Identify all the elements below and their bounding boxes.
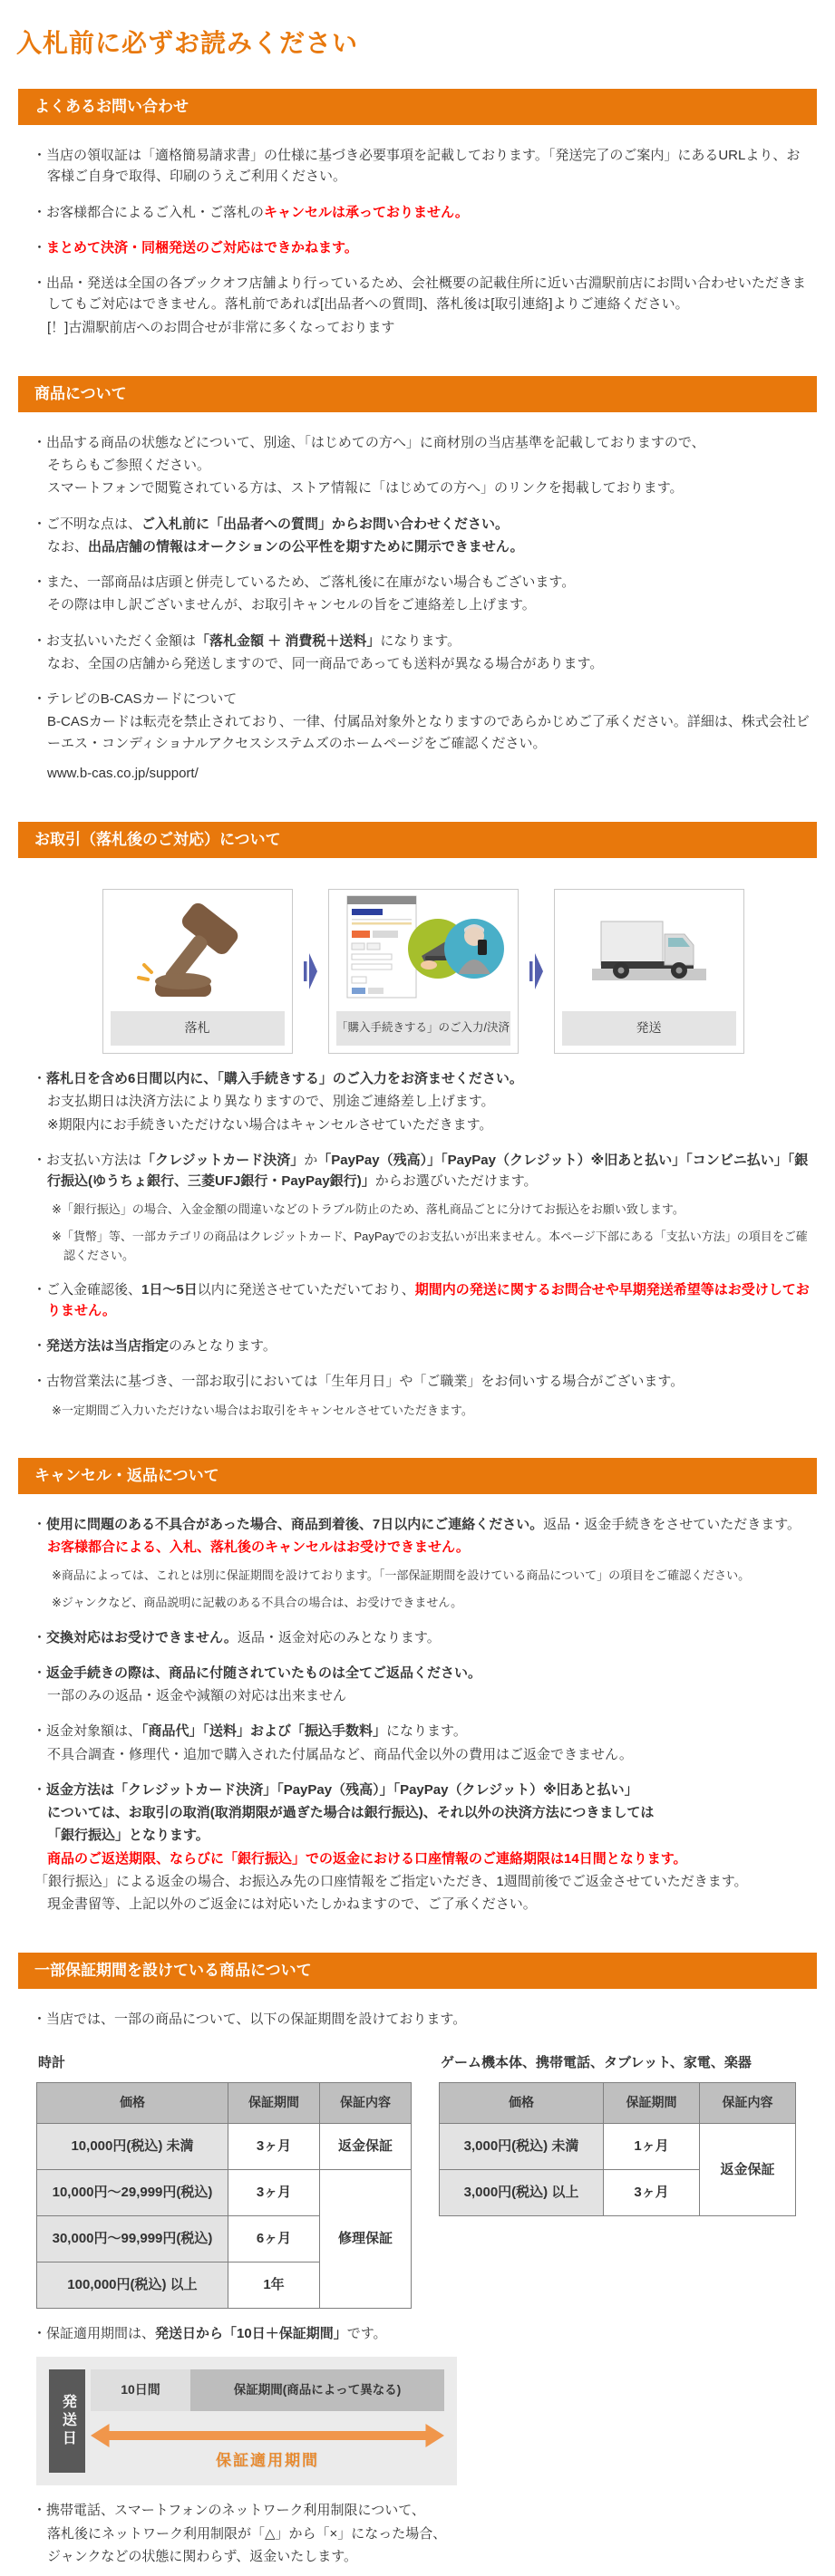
table-row: 10,000円～29,999円(税込) 3ヶ月 修理保証 [37, 2169, 412, 2215]
text-line: ・ 出品する商品の状態などについて、別途、「はじめての方へ」に商材別の当店基準を記載しておりますので、 [33, 432, 813, 453]
note-line: ※ジャンクなど、商品説明に記載のある不具合の場合は、お受けできません。 [52, 1596, 463, 1610]
section-header-transaction: お取引（落札後のご対応）について [18, 822, 817, 858]
game-table-label: ゲーム機本体、携帯電話、タブレット、家電、楽器 [441, 2054, 752, 2070]
section-warranty [0, 1989, 835, 2576]
bcas-url-text: www.b-cas.co.jp/support/ [47, 765, 199, 781]
text-line: ・ 使用に問題のある不具合があった場合、商品到着後、7日以内にご連絡ください。返品・返金手続きをさせていただきます。 [33, 1514, 813, 1535]
flow-arrow-icon [304, 951, 317, 991]
applied-period-label: 保証適用期間 [216, 2452, 319, 2470]
flow-card-bid [102, 889, 293, 1054]
section-header-faq: よくあるお問い合わせ [18, 89, 817, 125]
text-line: ・ 返金対象額は、「商品代」「送料」および「振込手数料」になります。 [33, 1721, 813, 1741]
section-header-products: 商品について [18, 376, 817, 412]
text-line: ・ ご不明な点は、ご入札前に「出品者への質問」からお問い合わせください。 [33, 514, 813, 535]
col-header-price: 価格 [440, 2082, 604, 2123]
text-line: 現金書留等、上記以外のご返金には対応いたしかねますので、ご了承ください。 [47, 1896, 537, 1913]
col-header-period: 保証期間 [228, 2082, 320, 2123]
text-line: 一部のみの返品・返金や減額の対応は出来ません [47, 1688, 347, 1704]
text-line: ・ まとめて決済・同梱発送のご対応はできかねます。 [33, 237, 813, 258]
game-warranty-table [439, 2082, 796, 2216]
text-line: ※期限内にお手続きいただけない場合はキャンセルさせていただきます。 [47, 1116, 493, 1133]
flow-card-checkout [328, 889, 519, 1054]
text-line: ジャンクなどの状態に関わらず、返金いたします。 [47, 2548, 358, 2564]
truck-icon [555, 890, 743, 1011]
text-line: その際は申し訳ございませんが、お取引キャンセルの旨をご連絡差し上げます。 [47, 597, 536, 613]
text-line: ・ 保証適用期間は、発送日から「10日＋保証期間」です。 [33, 2323, 813, 2344]
text-line: ・ 交換対応はお受けできません。返品・返金対応のみとなります。 [33, 1627, 813, 1648]
text-line: スマートフォンで閲覧されている方は、ストア情報に「はじめての方へ」のリンクを掲載しております。 [47, 480, 684, 497]
table-row: 30,000円～99,999円(税込) 6ヶ月 [37, 2215, 412, 2262]
watch-table-label: 時計 [38, 2054, 66, 2070]
watch-warranty-table [36, 2082, 412, 2309]
text-line: 「銀行振込」による返金の場合、お振込み先の口座情報をご指定いただき、1週間前後でご返金させていただきます。 [34, 1873, 748, 1889]
warranty-tables [36, 2047, 813, 2309]
checkout-illustration-icon [329, 890, 518, 1011]
flow-arrow-icon [529, 951, 543, 991]
text-line: なお、出品店舗の情報はオークションの公平性を期すために開示できません。 [47, 538, 524, 555]
col-header-price: 価格 [37, 2082, 228, 2123]
text-line: お支払期日は決済方法により異なりますので、別途ご連絡差し上げます。 [47, 1094, 495, 1110]
text-line: B-CASカードは転売を禁止されており、一律、付属品対象外となりますのであらかじめご了承ください。詳細は、株式会社ビーエス・コンディショナルアクセスシステムズのホームページをご確認ください。 [47, 714, 810, 751]
flow-caption-checkout: 「購入手続きする」のご入力/決済 [336, 1011, 510, 1046]
game-warranty-block [439, 2047, 796, 2309]
table-row: 100,000円(税込) 以上 1年 [37, 2262, 412, 2308]
text-line: ・ 古物営業法に基づき、一部お取引においては「生年月日」や「ご職業」をお伺いする場合がございます。 [33, 1371, 813, 1392]
text-line: ・ ご入金確認後、1日～5日以内に発送させていただいており、期間内の発送に関するお問合せや早期発送希望等はお受けしておりません。 [33, 1279, 813, 1322]
section-transaction [0, 858, 835, 1429]
gavel-icon [103, 890, 292, 1011]
double-arrow-icon [91, 2424, 444, 2447]
page-title: 入札前に必ずお読みください [16, 29, 359, 57]
note-line: ※「銀行振込」の場合、入金金額の間違いなどのトラブル防止のため、落札商品ごとに分けてお振込をお願い致します。 [52, 1202, 685, 1217]
flow-caption-bid: 落札 [111, 1011, 285, 1046]
flow-caption-shipping: 発送 [562, 1011, 736, 1046]
text-line: ・ 携帯電話、スマートフォンのネットワーク利用制限について、 [33, 2500, 813, 2521]
ten-days-band: 10日間 [91, 2369, 190, 2411]
text-line: そちらもご参照ください。 [47, 458, 211, 473]
text-line: [！]古淵駅前店へのお問合せが非常に多くなっております [47, 319, 395, 335]
text-line: ・ お支払い方法は「クレジットカード決済」か「PayPay（残高）」「PayPay（クレジット）※旧あと払い」「コンビニ払い」「銀行振込(ゆうちょ銀行、三菱UFJ銀行・PayPay銀行)」からお選びいただけます。 [33, 1150, 813, 1192]
text-line: ・ お客様都合によるご入札・ご落札のキャンセルは承っておりません。 [33, 202, 813, 223]
text-line: ・ 当店の領収証は「適格簡易請求書」の仕様に基づき必要事項を記載しております。「発送完了のご案内」にあるURLより、お客様ご自身で取得、印刷のうえご利用ください。 [33, 145, 813, 188]
col-header-content: 保証内容 [700, 2082, 796, 2123]
flow-card-shipping [554, 889, 744, 1054]
text-line: 商品のご返送期限、ならびに「銀行振込」での返金における口座情報のご連絡期限は14日間となります。 [47, 1850, 687, 1867]
text-line: ・ 出品・発送は全国の各ブックオフ店舗より行っているため、会社概要の記載住所に近い古淵駅前店にお問い合わせいただきましてもご対応はできません。落札前であれば[出品者への質問]、落札後は[取引連絡]よりご連絡ください。 [33, 273, 813, 315]
table-row: 3,000円(税込) 以上 3ヶ月 [440, 2169, 796, 2215]
warranty-period-band: 保証期間(商品によって異なる) [190, 2369, 444, 2411]
text-line: ・ 当店では、一部の商品について、以下の保証期間を設けております。 [33, 2009, 813, 2030]
note-line: ※「貨幣」等、一部カテゴリの商品はクレジットカード、PayPayでのお支払いが出来ません。本ページ下部にある「支払い方法」の項目をご確認ください。 [52, 1230, 808, 1262]
section-cancel [0, 1494, 835, 1925]
text-line: ・ 落札日を含め6日間以内に、「購入手続きする」のご入力をお済ませください。 [33, 1068, 813, 1089]
ship-date-label: 発送日 [49, 2369, 85, 2473]
col-header-period: 保証期間 [604, 2082, 700, 2123]
text-line: ・ 返金手続きの際は、商品に付随されていたものは全てご返品ください。 [33, 1663, 813, 1684]
text-line: については、お取引の取消(取消期限が過ぎた場合は銀行振込)、それ以外の決済方法につきましては [47, 1805, 655, 1821]
text-line: 落札後にネットワーク利用制限が「△」から「×」になった場合、 [47, 2525, 447, 2542]
text-line: ・ お支払いいただく金額は「落札金額 ＋ 消費税＋送料」になります。 [33, 631, 813, 651]
col-header-content: 保証内容 [320, 2082, 412, 2123]
text-line: なお、全国の店舗から発送しますので、同一商品であっても送料が異なる場合があります。 [47, 655, 604, 671]
watch-warranty-block [36, 2047, 412, 2309]
text-line: ・ また、一部商品は店頭と併売しているため、ご落札後に在庫がない場合もございます。 [33, 572, 813, 593]
section-products [0, 412, 835, 793]
text-line: お客様都合による、入札、落札後のキャンセルはお受けできません。 [47, 1539, 470, 1556]
text-line: 「銀行振込」となります。 [47, 1828, 209, 1844]
table-row: 3,000円(税込) 未満 1ヶ月 返金保証 [440, 2123, 796, 2169]
transaction-flow [33, 889, 813, 1054]
note-line: ※一定期間ご入力いただけない場合はお取引をキャンセルさせていただきます。 [52, 1403, 473, 1417]
text-line: ・ 発送方法は当店指定のみとなります。 [33, 1336, 813, 1356]
warranty-period-diagram [36, 2357, 457, 2485]
text-line: ・ 返金方法は「クレジットカード決済」「PayPay（残高）」「PayPay（クレジット）※旧あと払い」 [33, 1780, 813, 1800]
section-header-cancel: キャンセル・返品について [18, 1458, 817, 1494]
text-line: ・ テレビのB-CASカードについて [33, 689, 813, 709]
text-line: 不具合調査・修理代・追加で購入された付属品など、商品代金以外の費用はご返金できません。 [47, 1746, 633, 1762]
section-faq [0, 125, 835, 347]
note-line: ※商品によっては、これとは別に保証期間を設けております。「一部保証期間を設けている商品について」の項目をご確認ください。 [52, 1568, 751, 1583]
table-row: 10,000円(税込) 未満 3ヶ月 返金保証 [37, 2123, 412, 2169]
section-header-warranty: 一部保証期間を設けている商品について [18, 1953, 817, 1989]
